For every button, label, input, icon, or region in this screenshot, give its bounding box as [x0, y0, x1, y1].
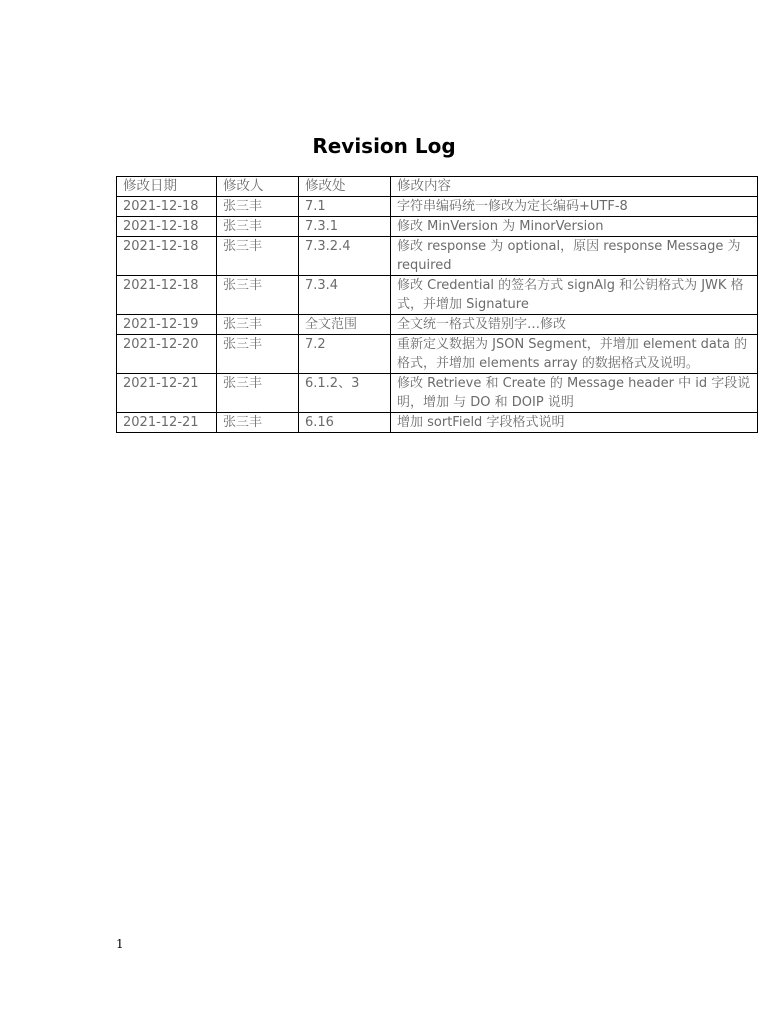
- cell-section: 7.2: [299, 335, 391, 374]
- page-number: 1: [116, 937, 124, 951]
- table-row: [117, 276, 758, 315]
- cell-section: 7.3.1: [299, 217, 391, 237]
- cell-section: 6.1.2、3: [299, 374, 391, 413]
- cell-author: 张三丰: [217, 374, 299, 413]
- cell-date: 2021-12-19: [117, 315, 217, 335]
- cell-author: 张三丰: [217, 276, 299, 315]
- cell-author: 张三丰: [217, 335, 299, 374]
- column-header-author: 修改人: [217, 177, 299, 197]
- cell-date: 2021-12-20: [117, 335, 217, 374]
- cell-section: 7.1: [299, 197, 391, 217]
- cell-date: 2021-12-18: [117, 276, 217, 315]
- cell-author: 张三丰: [217, 413, 299, 433]
- page-title: Revision Log: [312, 134, 456, 158]
- cell-date: 2021-12-18: [117, 197, 217, 217]
- cell-date: 2021-12-21: [117, 374, 217, 413]
- cell-content: 修改 MinVersion 为 MinorVersion: [391, 217, 758, 237]
- cell-content: 重新定义数据为 JSON Segment，并增加 element data 的格式，并增加 elements array 的数据格式及说明。: [391, 335, 758, 374]
- table-row: [117, 217, 758, 237]
- column-header-content: 修改内容: [391, 177, 758, 197]
- cell-section: 7.3.4: [299, 276, 391, 315]
- cell-section: 7.3.2.4: [299, 237, 391, 276]
- cell-content: 修改 Retrieve 和 Create 的 Message header 中 id 字段说明，增加 与 DO 和 DOIP 说明: [391, 374, 758, 413]
- cell-author: 张三丰: [217, 197, 299, 217]
- table-row: [117, 197, 758, 217]
- table-row: [117, 374, 758, 413]
- cell-section: 全文范围: [299, 315, 391, 335]
- cell-date: 2021-12-18: [117, 217, 217, 237]
- cell-author: 张三丰: [217, 217, 299, 237]
- cell-content: 增加 sortField 字段格式说明: [391, 413, 758, 433]
- cell-author: 张三丰: [217, 315, 299, 335]
- cell-content: 全文统一格式及错别字…修改: [391, 315, 758, 335]
- column-header-date: 修改日期: [117, 177, 217, 197]
- cell-date: 2021-12-21: [117, 413, 217, 433]
- cell-content: 字符串编码统一修改为定长编码+UTF-8: [391, 197, 758, 217]
- table-header-row: [117, 177, 758, 197]
- table-row: [117, 237, 758, 276]
- column-header-section: 修改处: [299, 177, 391, 197]
- cell-content: 修改 response 为 optional，原因 response Message 为 required: [391, 237, 758, 276]
- table-row: [117, 315, 758, 335]
- table-row: [117, 413, 758, 433]
- cell-date: 2021-12-18: [117, 237, 217, 276]
- revision-log-table: [116, 176, 758, 433]
- cell-author: 张三丰: [217, 237, 299, 276]
- table-row: [117, 335, 758, 374]
- cell-section: 6.16: [299, 413, 391, 433]
- cell-content: 修改 Credential 的签名方式 signAlg 和公钥格式为 JWK 格式，并增加 Signature: [391, 276, 758, 315]
